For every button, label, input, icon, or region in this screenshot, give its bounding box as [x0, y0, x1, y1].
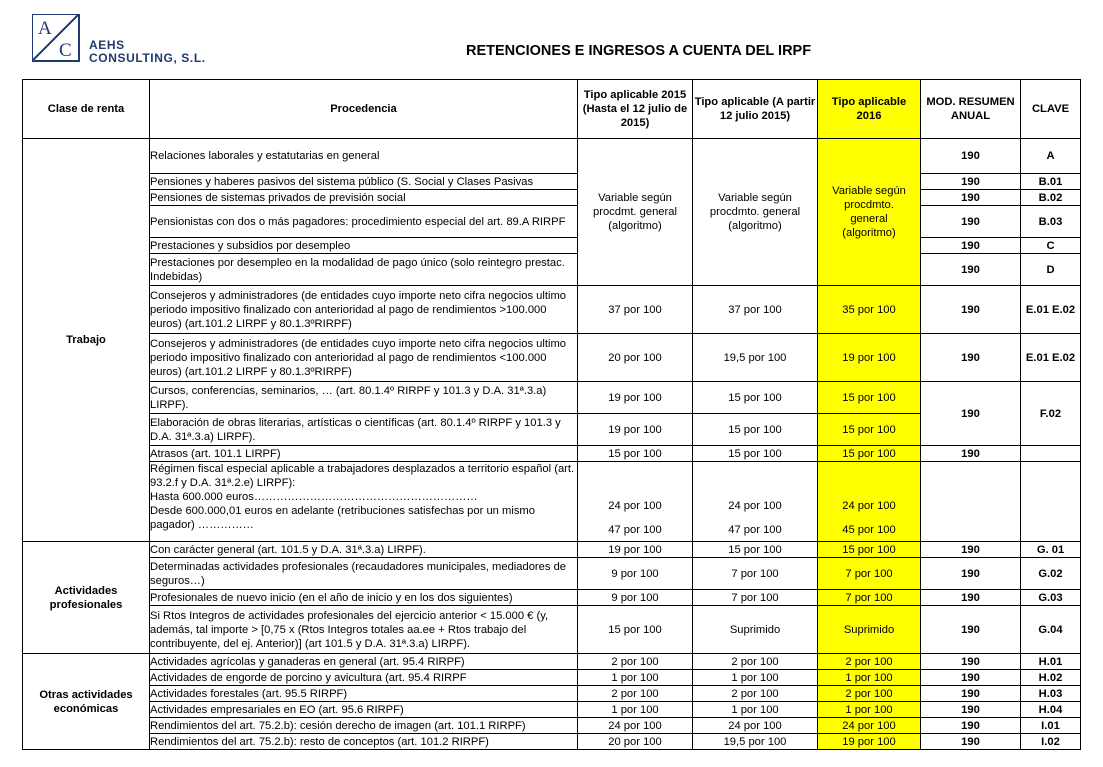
logo-letter-c: C	[59, 40, 72, 61]
tipo-2015-desde-cell: 2 por 100	[693, 654, 818, 670]
clave-cell: H.01	[1021, 654, 1081, 670]
retenciones-table	[22, 79, 1081, 750]
tipo-2015-desde-cell: 15 por 100	[693, 382, 818, 414]
table-row	[23, 254, 1081, 286]
tipo-2015-desde-cell: 1 por 100	[693, 702, 818, 718]
tipo-2016-cell: 19 por 100	[818, 334, 921, 382]
modelo-cell: 190	[921, 206, 1021, 238]
header-row	[23, 80, 1081, 139]
tipo-2015-desde-cell: 15 por 100	[693, 542, 818, 558]
clave-cell: H.04	[1021, 702, 1081, 718]
table-row	[23, 606, 1081, 654]
tipo-2015-desde-cell: 15 por 100	[693, 446, 818, 462]
modelo-cell: 190	[921, 590, 1021, 606]
tipo-2016-cell: 15 por 100	[818, 542, 921, 558]
table-row	[23, 334, 1081, 382]
procedencia-cell: Actividades empresariales en EO (art. 95.6 RIRPF)	[150, 702, 578, 718]
procedencia-cell: Actividades forestales (art. 95.5 RIRPF)	[150, 686, 578, 702]
procedencia-cell: Elaboración de obras literarias, artísticas o científicas (art. 80.1.4º RIRPF y 101.3 y D.A. 31ª.3.a) LIRPF).	[150, 414, 578, 446]
procedencia-cell: Relaciones laborales y estatutarias en general	[150, 139, 578, 174]
clave-cell: I.02	[1021, 734, 1081, 750]
tipo-tramo-1: 24 por 100	[728, 500, 782, 512]
tipo-2015-desde-cell: 7 por 100	[693, 590, 818, 606]
company-name-line1: AEHS	[89, 38, 125, 52]
col-header-tipo-2015-hasta: Tipo aplicable 2015 (Hasta el 12 julio de 2015)	[578, 80, 693, 139]
group-label-otras-actividades: Otras actividades económicas	[23, 654, 150, 750]
clave-cell: H.02	[1021, 670, 1081, 686]
modelo-cell	[921, 462, 1021, 542]
procedencia-cell: Rendimientos del art. 75.2.b): resto de conceptos (art. 101.2 RIRPF)	[150, 734, 578, 750]
clave-cell	[1021, 462, 1081, 542]
modelo-cell: 190	[921, 718, 1021, 734]
clave-cell: B.03	[1021, 206, 1081, 238]
clave-cell: D	[1021, 254, 1081, 286]
procedencia-cell: Cursos, conferencias, seminarios, … (art. 80.1.4º RIRPF y 101.3 y D.A. 31ª.3.a) LIRPF).	[150, 382, 578, 414]
col-header-procedencia: Procedencia	[150, 80, 578, 139]
clave-cell: E.01 E.02	[1021, 334, 1081, 382]
table-row	[23, 590, 1081, 606]
tipo-2016-cell: 19 por 100	[818, 734, 921, 750]
procedencia-cell: Actividades de engorde de porcino y avicultura (art. 95.4 RIRPF	[150, 670, 578, 686]
tipo-2015-hasta-cell: 1 por 100	[578, 702, 693, 718]
procedencia-cell: Consejeros y administradores (de entidades cuyo importe neto cifra negocios ultimo periodo impositivo finalizado con anterioridad al pago de rendimientos <100.000 euros) (art.101.2 LIRPF y 80.1.3ºRIRPF)	[150, 334, 578, 382]
tipo-2016-cell: 15 por 100	[818, 414, 921, 446]
modelo-cell: 190	[921, 190, 1021, 206]
procedencia-cell: Rendimientos del art. 75.2.b): cesión derecho de imagen (art. 101.1 RIRPF)	[150, 718, 578, 734]
table-row	[23, 206, 1081, 238]
tipo-2015-hasta-cell: 19 por 100	[578, 414, 693, 446]
table-row	[23, 446, 1081, 462]
tipo-2015-desde-cell	[693, 462, 818, 542]
tipo-2015-desde-cell: Variable según procdmto. general (algoritmo)	[693, 139, 818, 286]
col-header-clase: Clase de renta	[23, 80, 150, 139]
procedencia-tramo-2: Desde 600.000,01 euros en adelante (retribuciones satisfechas por un mismo pagador) ……………	[150, 505, 535, 531]
clave-cell: G.02	[1021, 558, 1081, 590]
clave-cell: E.01 E.02	[1021, 286, 1081, 334]
document-title: RETENCIONES E INGRESOS A CUENTA DEL IRPF	[466, 43, 812, 59]
tipo-2016-cell: Variable según procdmto. general (algoritmo)	[818, 139, 921, 286]
col-header-tipo-2015-desde: Tipo aplicable (A partir 12 julio 2015)	[693, 80, 818, 139]
tipo-tramo-2: 47 por 100	[728, 524, 782, 536]
modelo-cell: 190	[921, 702, 1021, 718]
tipo-2016-cell: 24 por 100	[818, 718, 921, 734]
tipo-2015-hasta-cell: 2 por 100	[578, 654, 693, 670]
procedencia-cell: Profesionales de nuevo inicio (en el año de inicio y en los dos siguientes)	[150, 590, 578, 606]
modelo-cell: 190	[921, 334, 1021, 382]
tipo-tramo-2: 45 por 100	[842, 524, 896, 536]
modelo-cell: 190	[921, 382, 1021, 446]
tipo-2016-cell: 35 por 100	[818, 286, 921, 334]
procedencia-cell: Consejeros y administradores (de entidades cuyo importe neto cifra negocios ultimo periodo impositivo finalizado con anterioridad al pago de rendimientos >100.000 euros) (art.101.2 LIRPF y 80.1.3ºRIRPF)	[150, 286, 578, 334]
modelo-cell: 190	[921, 174, 1021, 190]
table-row	[23, 686, 1081, 702]
modelo-cell: 190	[921, 558, 1021, 590]
tipo-2015-hasta-cell: 20 por 100	[578, 334, 693, 382]
group-label-actividades-profesionales: Actividades profesionales	[23, 542, 150, 654]
tipo-2015-desde-cell: 15 por 100	[693, 414, 818, 446]
procedencia-cell: Prestaciones y subsidios por desempleo	[150, 238, 578, 254]
clave-cell: B.01	[1021, 174, 1081, 190]
modelo-cell: 190	[921, 670, 1021, 686]
tipo-2016-cell: 2 por 100	[818, 686, 921, 702]
tipo-2015-hasta-cell	[578, 462, 693, 542]
tipo-2015-hasta-cell: Variable según procdmt. general (algoritmo)	[578, 139, 693, 286]
table-row	[23, 734, 1081, 750]
tipo-2016-cell: 1 por 100	[818, 670, 921, 686]
procedencia-tramo-1: Hasta 600.000 euros……………………………………………………	[150, 491, 478, 503]
logo-letter-a: A	[38, 18, 52, 39]
procedencia-cell: Si Rtos Integros de actividades profesionales del ejercicio anterior < 15.000 € (y, además, tal importe > [0,75 x (Rtos Integros totales aa.ee + Rtos trabajo del contribuyente, del ej. Anterior)] (art 101.5 y D.A. 31ª.3.a) LIRPF).	[150, 606, 578, 654]
procedencia-cell: Atrasos (art. 101.1 LIRPF)	[150, 446, 578, 462]
table-row	[23, 174, 1081, 190]
procedencia-cell: Determinadas actividades profesionales (recaudadores municipales, mediadores de seguros…)	[150, 558, 578, 590]
tipo-2016-cell	[818, 462, 921, 542]
modelo-cell: 190	[921, 734, 1021, 750]
table-row	[23, 542, 1081, 558]
modelo-cell: 190	[921, 606, 1021, 654]
tipo-2016-cell: Suprimido	[818, 606, 921, 654]
tipo-tramo-1: 24 por 100	[842, 500, 896, 512]
table-row	[23, 718, 1081, 734]
tipo-2015-hasta-cell: 9 por 100	[578, 590, 693, 606]
table-row	[23, 286, 1081, 334]
clave-cell: A	[1021, 139, 1081, 174]
tipo-2015-desde-cell: 7 por 100	[693, 558, 818, 590]
procedencia-cell: Pensiones y haberes pasivos del sistema público (S. Social y Clases Pasivas	[150, 174, 578, 190]
tipo-tramo-2: 47 por 100	[608, 524, 662, 536]
tipo-2016-cell: 1 por 100	[818, 702, 921, 718]
procedencia-cell: Prestaciones por desempleo en la modalidad de pago único (solo reintegro prestac. Indebidas)	[150, 254, 578, 286]
clave-cell: G. 01	[1021, 542, 1081, 558]
tipo-2015-desde-cell: 19,5 por 100	[693, 734, 818, 750]
procedencia-intro: Régimen fiscal especial aplicable a trabajadores desplazados a territorio español (art. 93.2.f y D.A. 31ª.2.e) LIRPF):	[150, 463, 575, 489]
group-label-trabajo: Trabajo	[23, 139, 150, 542]
tipo-2015-desde-cell: 2 por 100	[693, 686, 818, 702]
col-header-clave: CLAVE	[1021, 80, 1081, 139]
procedencia-cell: Con carácter general (art. 101.5 y D.A. 31ª.3.a) LIRPF).	[150, 542, 578, 558]
tipo-2016-cell: 15 por 100	[818, 446, 921, 462]
clave-cell: G.04	[1021, 606, 1081, 654]
table-row	[23, 654, 1081, 670]
tipo-2015-hasta-cell: 9 por 100	[578, 558, 693, 590]
clave-cell	[1021, 446, 1081, 462]
table-row	[23, 238, 1081, 254]
col-header-modelo: MOD. RESUMEN ANUAL	[921, 80, 1021, 139]
tipo-2015-desde-cell: 1 por 100	[693, 670, 818, 686]
col-header-tipo-2016: Tipo aplicable 2016	[818, 80, 921, 139]
tipo-2015-hasta-cell: 24 por 100	[578, 718, 693, 734]
modelo-cell: 190	[921, 286, 1021, 334]
modelo-cell: 190	[921, 654, 1021, 670]
company-name-line2: CONSULTING, S.L.	[89, 51, 206, 65]
modelo-cell: 190	[921, 686, 1021, 702]
procedencia-cell: Pensiones de sistemas privados de previsión social	[150, 190, 578, 206]
tipo-2015-hasta-cell: 15 por 100	[578, 446, 693, 462]
tipo-2016-cell: 15 por 100	[818, 382, 921, 414]
modelo-cell: 190	[921, 542, 1021, 558]
table-row	[23, 702, 1081, 718]
modelo-cell: 190	[921, 254, 1021, 286]
tipo-2015-desde-cell: 24 por 100	[693, 718, 818, 734]
tipo-2015-desde-cell: Suprimido	[693, 606, 818, 654]
table-row	[23, 139, 1081, 174]
company-name	[89, 39, 206, 65]
procedencia-cell: Actividades agrícolas y ganaderas en general (art. 95.4 RIRPF)	[150, 654, 578, 670]
tipo-2016-cell: 2 por 100	[818, 654, 921, 670]
tipo-2016-cell: 7 por 100	[818, 590, 921, 606]
tipo-2015-hasta-cell: 15 por 100	[578, 606, 693, 654]
tipo-2015-desde-cell: 37 por 100	[693, 286, 818, 334]
tipo-2015-desde-cell: 19,5 por 100	[693, 334, 818, 382]
clave-cell: C	[1021, 238, 1081, 254]
clave-cell: G.03	[1021, 590, 1081, 606]
company-logo	[32, 14, 80, 62]
modelo-cell: 190	[921, 139, 1021, 174]
tipo-2015-hasta-cell: 19 por 100	[578, 542, 693, 558]
table-row	[23, 462, 1081, 542]
tipo-2015-hasta-cell: 37 por 100	[578, 286, 693, 334]
tipo-2015-hasta-cell: 20 por 100	[578, 734, 693, 750]
procedencia-cell	[150, 462, 578, 542]
clave-cell: I.01	[1021, 718, 1081, 734]
table-row	[23, 382, 1081, 414]
modelo-cell: 190	[921, 446, 1021, 462]
table-row	[23, 190, 1081, 206]
table-row	[23, 558, 1081, 590]
modelo-cell: 190	[921, 238, 1021, 254]
table-row	[23, 670, 1081, 686]
tipo-2016-cell: 7 por 100	[818, 558, 921, 590]
tipo-2015-hasta-cell: 2 por 100	[578, 686, 693, 702]
clave-cell: B.02	[1021, 190, 1081, 206]
tipo-tramo-1: 24 por 100	[608, 500, 662, 512]
clave-cell: H.03	[1021, 686, 1081, 702]
tipo-2015-hasta-cell: 19 por 100	[578, 382, 693, 414]
logo-mark-icon	[32, 14, 80, 62]
clave-cell: F.02	[1021, 382, 1081, 446]
tipo-2015-hasta-cell: 1 por 100	[578, 670, 693, 686]
procedencia-cell: Pensionistas con dos o más pagadores: procedimiento especial del art. 89.A RIRPF	[150, 206, 578, 238]
